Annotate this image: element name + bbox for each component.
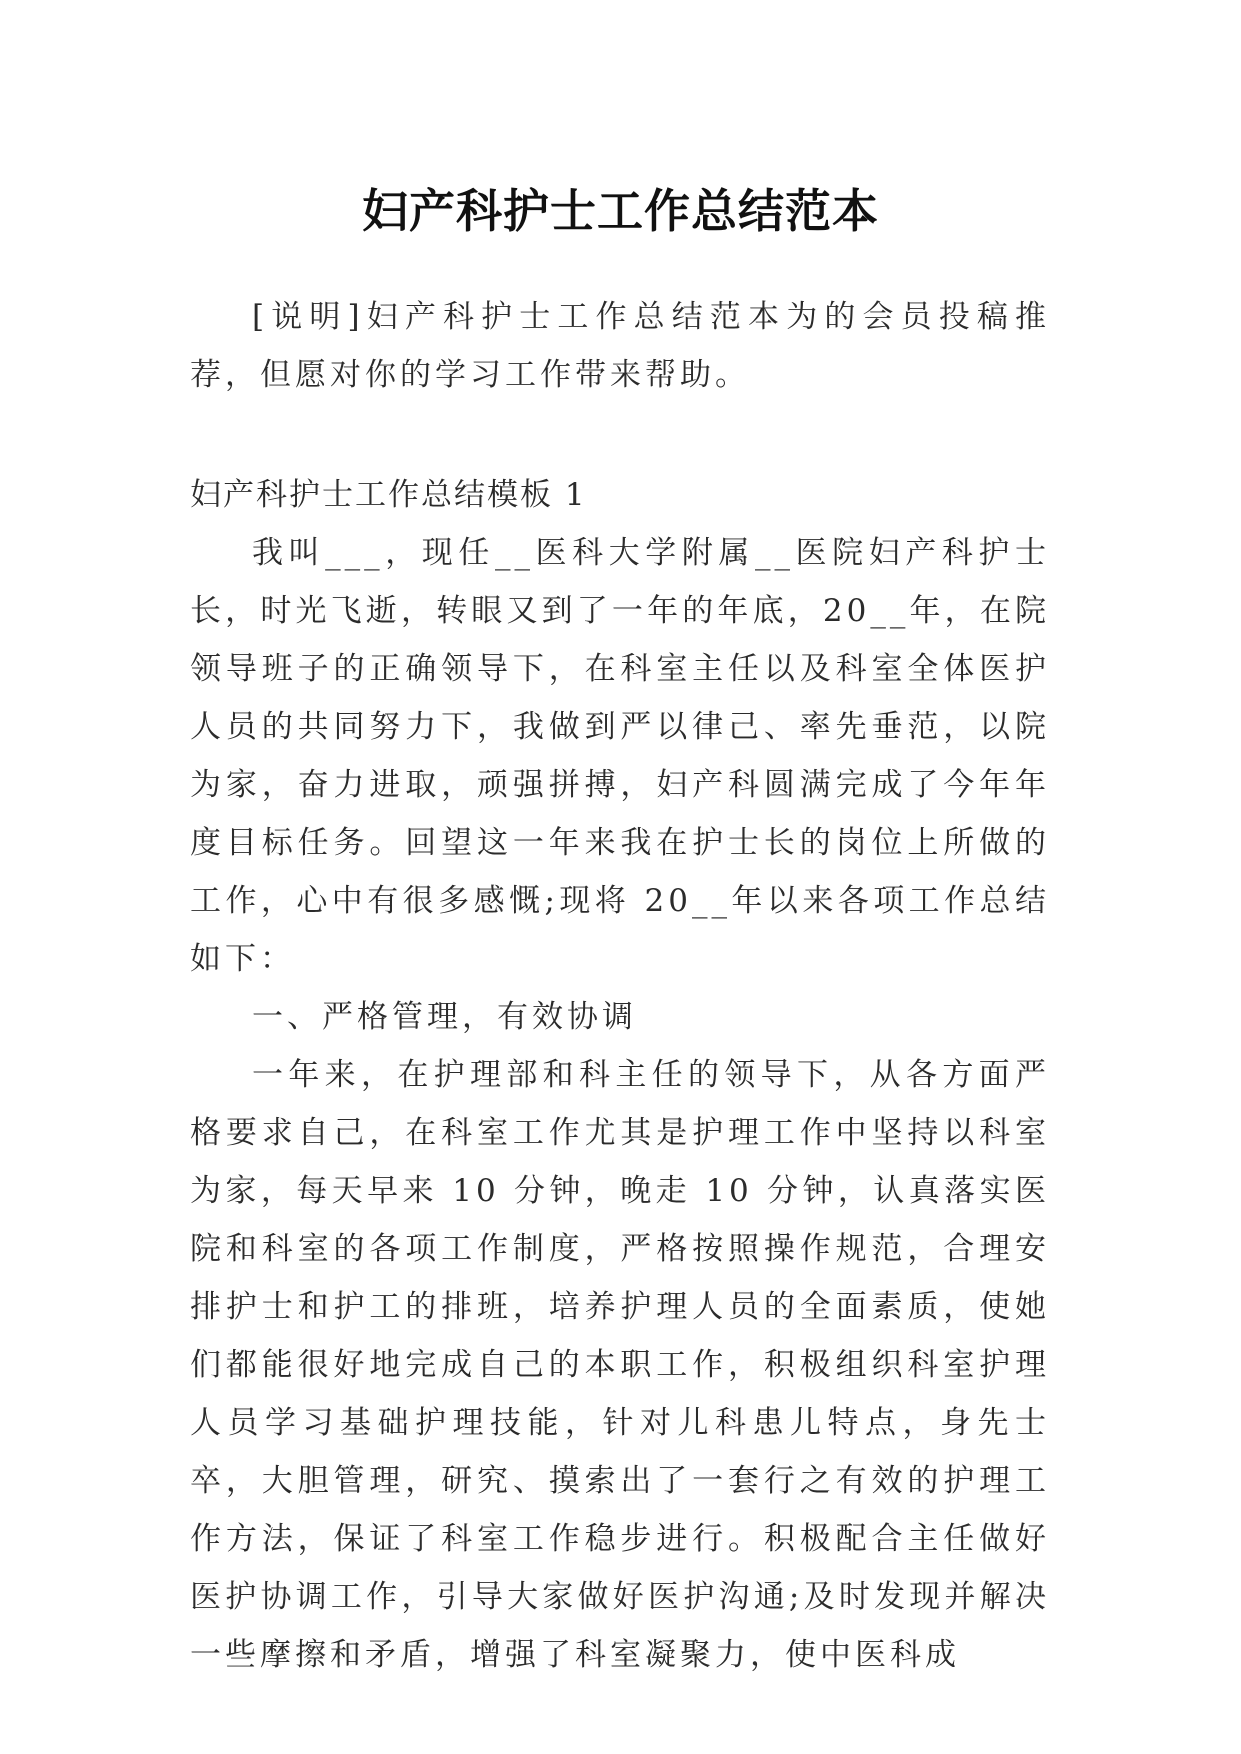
- document-body: [190, 524, 1050, 1684]
- document-title: 妇产科护士工作总结范本: [362, 183, 879, 238]
- body-paragraph: 一年来，在护理部和科主任的领导下，从各方面严格要求自己，在科室工作尤其是护理工作中坚持以科室为家，每天早来 10 分钟，晚走 10 分钟，认真落实医院和科室的各项工作制度，严格按照操作规范，合理安排护士和护工的排班，培养护理人员的全面素质，使她们都能很好地完成自己的本职工作，积极组织科室护理人员学习基础护理技能，针对儿科患儿特点，身先士卒，大胆管理，研究、摸索出了一套行之有效的护理工作方法，保证了科室工作稳步进行。积极配合主任做好医护协调工作，引导大家做好医护沟通;及时发现并解决一些摩擦和矛盾，增强了科室凝聚力，使中医科成: [190, 1057, 1050, 1673]
- subsection-heading: 一、严格管理，有效协调: [252, 999, 637, 1035]
- body-paragraph: 我叫___，现任__医科大学附属__医院妇产科护士长，时光飞逝，转眼又到了一年的年底，20__年，在院领导班子的正确领导下，在科室主任以及科室全体医护人员的共同努力下，我做到严以律己、率先垂范，以院为家，奋力进取，顽强拼搏，妇产科圆满完成了今年年度目标任务。回望这一年来我在护士长的岗位上所做的工作，心中有很多感慨;现将 20__年以来各项工作总结如下：: [190, 535, 1050, 977]
- section-heading: 妇产科护士工作总结模板 1: [190, 477, 587, 513]
- intro-paragraph: [说明]妇产科护士工作总结范本为的会员投稿推荐，但愿对你的学习工作带来帮助。: [190, 299, 1050, 393]
- intro-note: [190, 288, 1050, 404]
